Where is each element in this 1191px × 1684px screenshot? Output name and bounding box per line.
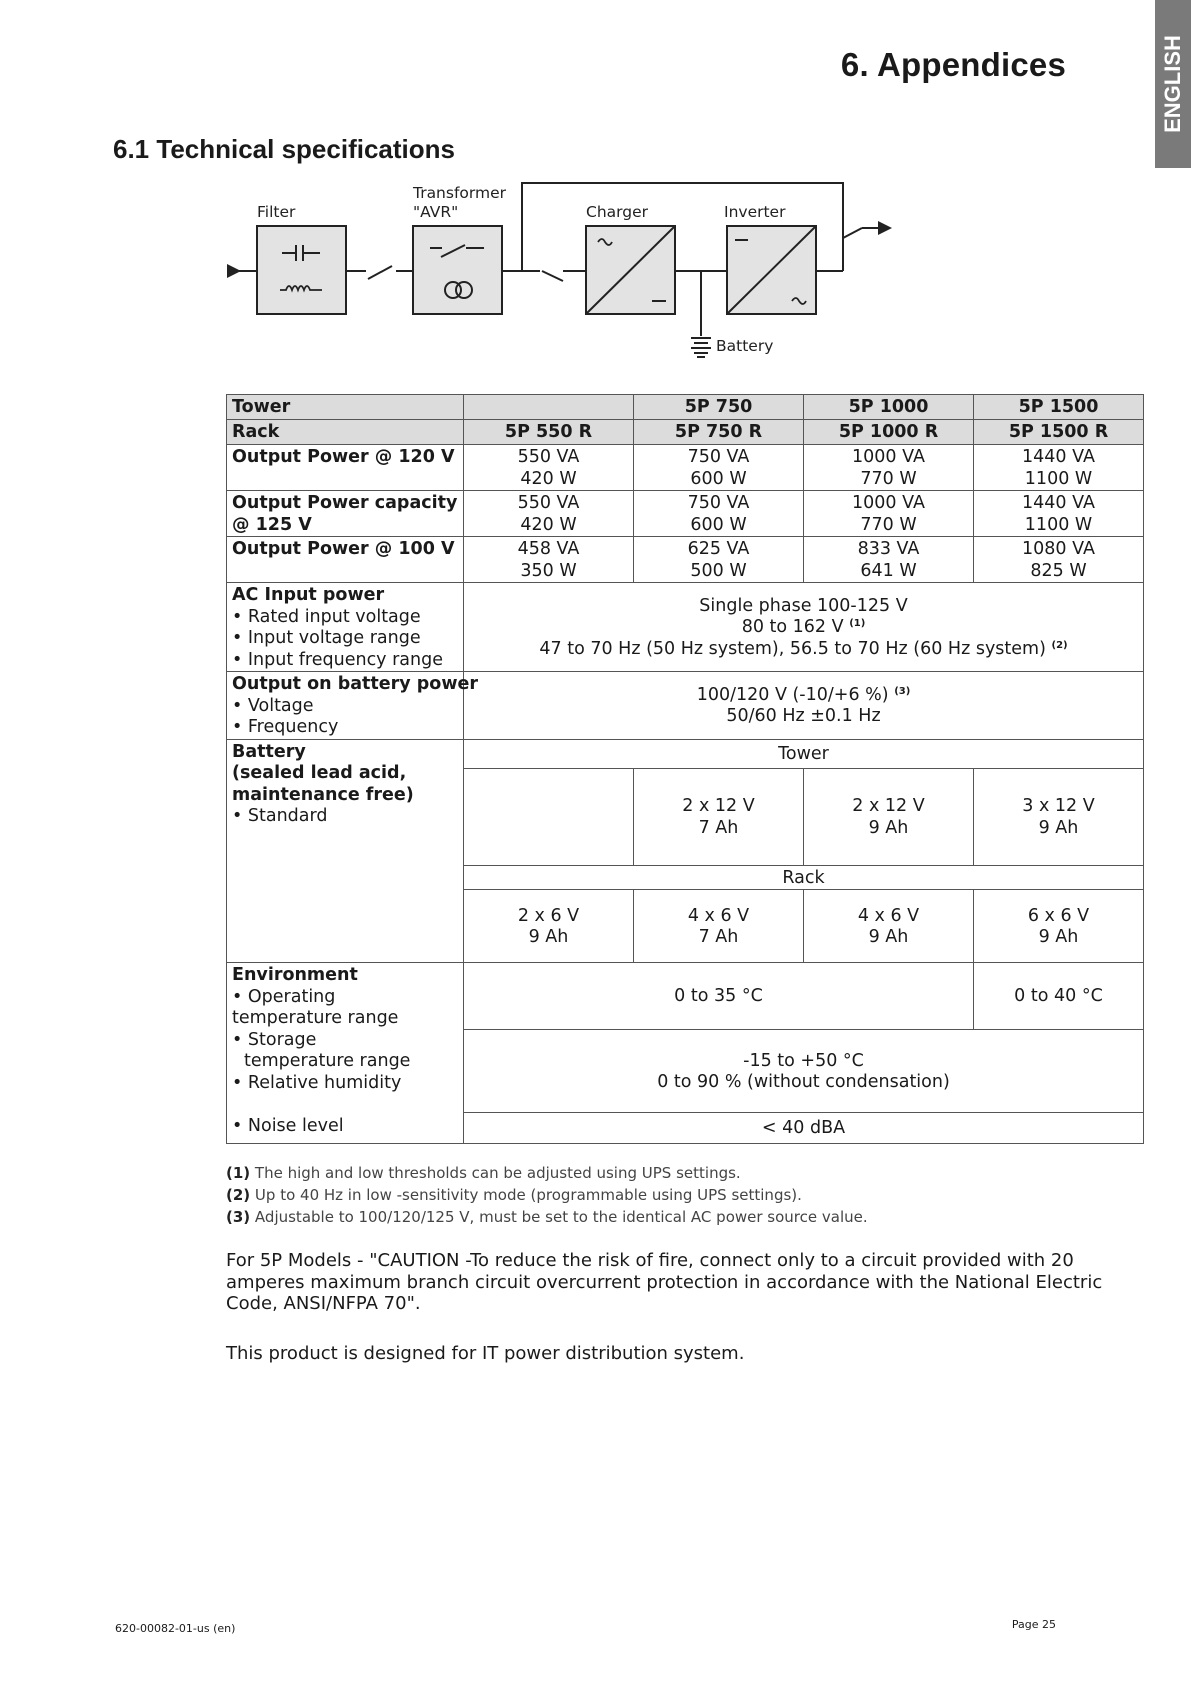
table-cell: 5P 1000 — [804, 395, 974, 420]
table-cell: 1440 VA 1100 W — [974, 491, 1144, 537]
table-cell: 100/120 V (-10/+6 %) $^{(3)}$ 50/60 Hz ±0.1 Hz — [464, 672, 1144, 740]
table-cell: 1000 VA 770 W — [804, 445, 974, 491]
footer-page-number: Page 25 — [1011, 1618, 1056, 1631]
table-cell: 6 x 6 V 9 Ah — [974, 890, 1144, 963]
input-arrow-icon — [227, 264, 241, 278]
table-cell: 5P 550 R — [464, 420, 634, 445]
table-cell: 2 x 6 V 9 Ah — [464, 890, 634, 963]
inverter-label: Inverter — [724, 203, 786, 221]
row-label: Output Power @ 120 V — [227, 445, 464, 491]
table-cell: 5P 750 R — [634, 420, 804, 445]
row-label: Output Power capacity @ 125 V — [227, 491, 464, 537]
table-row-output-125 — [227, 491, 1144, 537]
table-cell: 2 x 12 V 7 Ah — [634, 768, 804, 865]
table-cell: 1440 VA 1100 W — [974, 445, 1144, 491]
table-row-battery-output — [227, 672, 1144, 740]
section-title: 6.1 Technical specifications — [113, 134, 455, 164]
table-row-rack — [227, 420, 1144, 445]
table-cell: 1000 VA 770 W — [804, 491, 974, 537]
output-arrow-icon — [878, 221, 892, 235]
ups-block-diagram — [0, 0, 1191, 380]
table-row-ac-input — [227, 583, 1144, 672]
row-label: Rack — [227, 420, 464, 445]
table-cell: 458 VA 350 W — [464, 537, 634, 583]
table-cell — [464, 768, 634, 865]
table-cell: 5P 750 — [634, 395, 804, 420]
transformer-label-avr: "AVR" — [413, 203, 459, 221]
table-cell: Rack — [464, 865, 1144, 890]
table-cell: 550 VA 420 W — [464, 491, 634, 537]
row-label: Environment • Operating temperature range • Storage temperature range • Relative humidity • Noise level — [227, 963, 464, 1144]
battery-label: Battery — [716, 337, 774, 355]
transformer-label: Transformer — [413, 184, 507, 202]
table-cell: 4 x 6 V 9 Ah — [804, 890, 974, 963]
table-row-output-120 — [227, 445, 1144, 491]
table-row-environment-operating — [227, 963, 1144, 1030]
table-cell: 2 x 12 V 9 Ah — [804, 768, 974, 865]
table-cell: 625 VA 500 W — [634, 537, 804, 583]
table-cell: Tower — [464, 739, 1144, 768]
table-cell — [464, 395, 634, 420]
footnote: (2) Up to 40 Hz in low -sensitivity mode (programmable using UPS settings). — [226, 1186, 802, 1204]
row-label: Battery (sealed lead acid, maintenance free) • Standard — [227, 739, 464, 963]
table-cell: 5P 1000 R — [804, 420, 974, 445]
table-cell: 833 VA 641 W — [804, 537, 974, 583]
table-cell: -15 to +50 °C 0 to 90 % (without condensation) — [464, 1030, 1144, 1113]
table-cell: 5P 1500 R — [974, 420, 1144, 445]
caution-text: For 5P Models - "CAUTION -To reduce the risk of fire, connect only to a circuit provided with 20 amperes maximum branch circuit overcurrent protection in accordance with the National Electric Code, ANSI/NFPA 70". — [226, 1250, 1103, 1314]
spec-table — [226, 394, 1144, 1144]
table-cell: 3 x 12 V 9 Ah — [974, 768, 1144, 865]
table-cell: 4 x 6 V 7 Ah — [634, 890, 804, 963]
footnotes — [226, 1162, 868, 1228]
table-cell: 750 VA 600 W — [634, 491, 804, 537]
table-cell: 550 VA 420 W — [464, 445, 634, 491]
charger-label: Charger — [586, 203, 648, 221]
chapter-title: 6. Appendices — [840, 46, 1066, 83]
footnote: (3) Adjustable to 100/120/125 V, must be set to the identical AC power source value. — [226, 1208, 868, 1226]
row-label: AC Input power • Rated input voltage • Input voltage range • Input frequency range — [227, 583, 464, 672]
filter-label: Filter — [257, 203, 296, 221]
table-cell: < 40 dBA — [464, 1113, 1144, 1144]
transformer-block — [413, 226, 502, 314]
table-cell: 1080 VA 825 W — [974, 537, 1144, 583]
table-cell: 0 to 35 °C — [464, 963, 974, 1030]
table-cell: 5P 1500 — [974, 395, 1144, 420]
filter-block — [257, 226, 346, 314]
footnote: (1) The high and low thresholds can be adjusted using UPS settings. — [226, 1164, 741, 1182]
table-cell: 750 VA 600 W — [634, 445, 804, 491]
table-row-output-100 — [227, 537, 1144, 583]
footer-document-code: 620-00082-01-us (en) — [115, 1622, 236, 1635]
row-label: Output on battery power • Voltage • Frequency — [227, 672, 464, 740]
it-power-note: This product is designed for IT power distribution system. — [226, 1343, 745, 1364]
table-cell: 0 to 40 °C — [974, 963, 1144, 1030]
language-tab-label: ENGLISH — [1160, 35, 1185, 133]
table-cell: Single phase 100-125 V 80 to 162 V $^{(1)}$ 47 to 70 Hz (50 Hz system), 56.5 to 70 Hz (60 Hz system) $^{(2)}$ — [464, 583, 1144, 672]
table-row-tower — [227, 395, 1144, 420]
table-row-battery-tower-header — [227, 739, 1144, 768]
row-label: Output Power @ 100 V — [227, 537, 464, 583]
row-label: Tower — [227, 395, 464, 420]
